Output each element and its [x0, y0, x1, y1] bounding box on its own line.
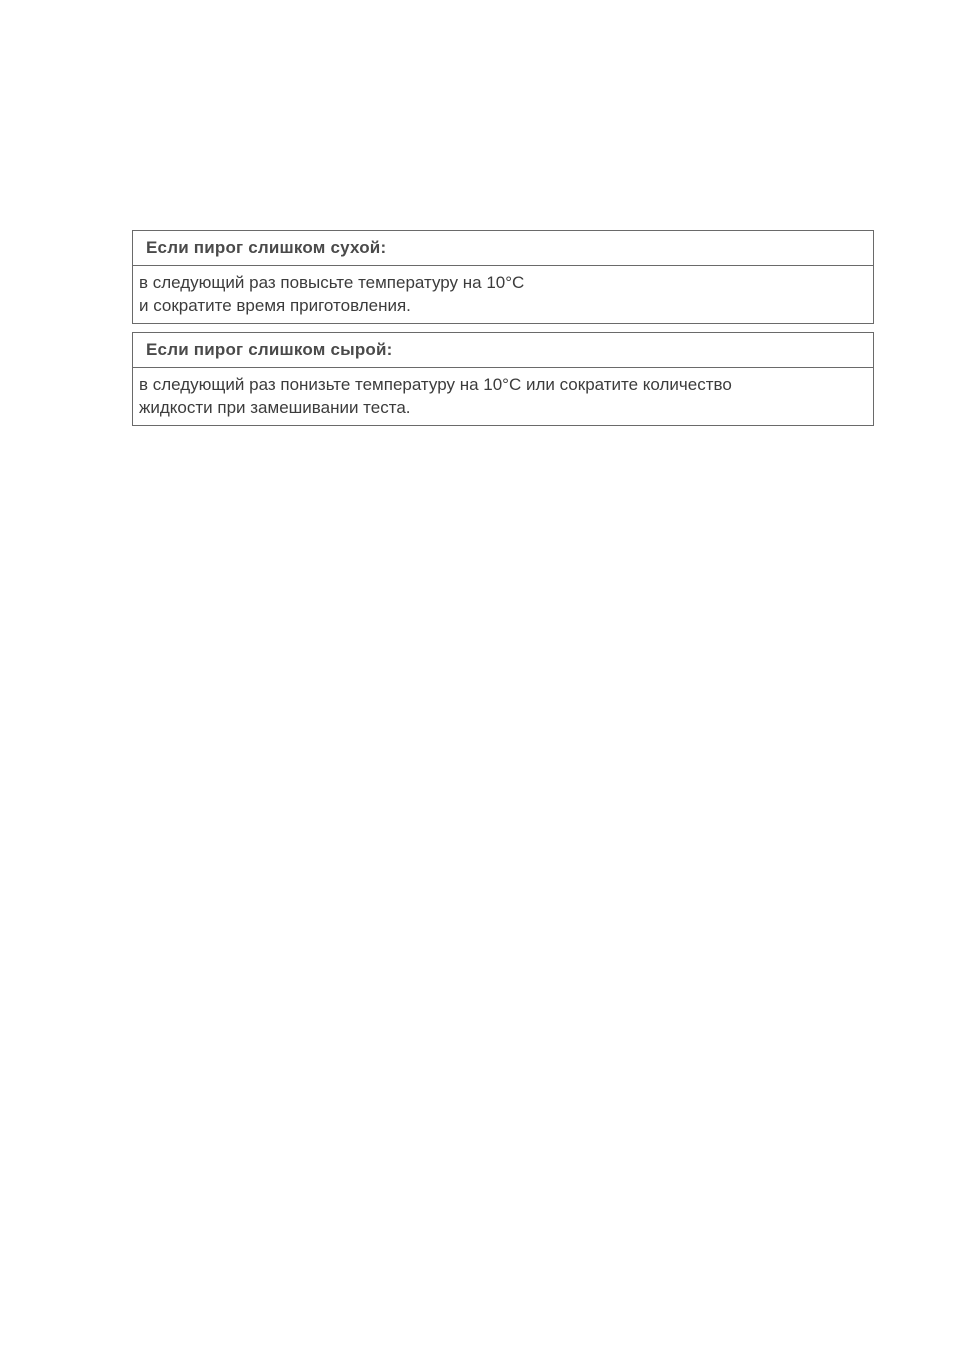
- tip-body: [133, 266, 873, 323]
- tip-text-line: в следующий раз понизьте температуру на 10°С или сократите количество: [139, 375, 732, 394]
- tip-body: [133, 368, 873, 425]
- baking-tips-table: [132, 230, 874, 426]
- tip-text-line: жидкости при замешивании теста.: [139, 398, 411, 417]
- tip-box-too-moist: [132, 332, 874, 426]
- tip-text-line: и сократите время приготовления.: [139, 296, 411, 315]
- tip-heading: Если пирог слишком сырой:: [133, 333, 873, 368]
- tip-heading: Если пирог слишком сухой:: [133, 231, 873, 266]
- tip-text-line: в следующий раз повысьте температуру на 10°С: [139, 273, 525, 292]
- tip-box-too-dry: [132, 230, 874, 324]
